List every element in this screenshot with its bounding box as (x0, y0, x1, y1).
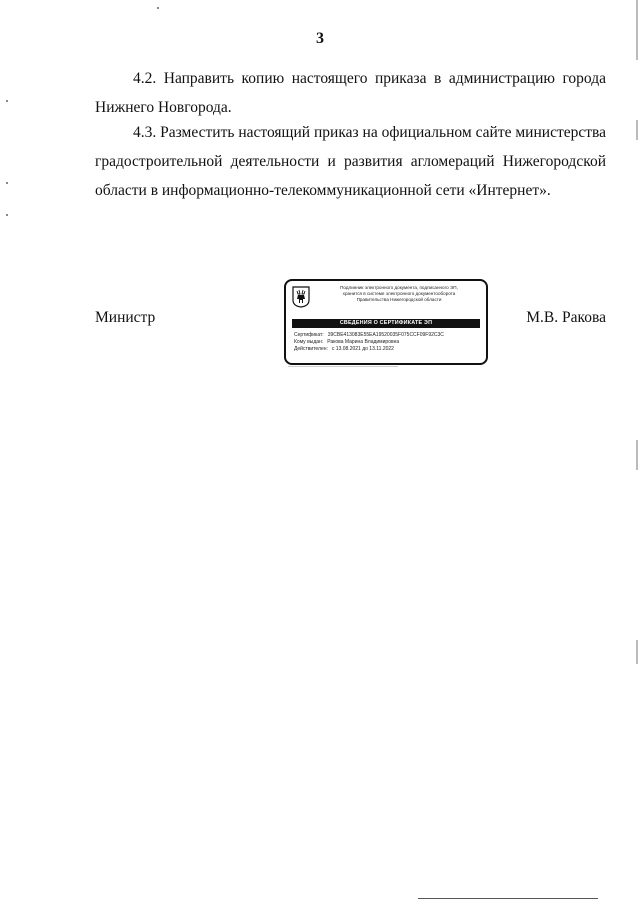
validity-label: Действителен: (294, 346, 328, 352)
scan-mark (6, 100, 8, 102)
issued-to-value: Ракова Марина Владимировна (327, 339, 400, 345)
stamp-header-line: Подлинник электронного документа, подписанного ЭП, (340, 285, 458, 290)
footer-rule (418, 898, 598, 899)
stamp-underline (288, 366, 398, 367)
scan-mark (157, 7, 159, 9)
scan-mark (636, 0, 638, 60)
scan-mark (636, 120, 638, 140)
certificate-info-bar: СВЕДЕНИЯ О СЕРТИФИКАТЕ ЭП (292, 319, 480, 328)
certificate-label: Сертификат: (294, 332, 324, 338)
validity-value: с 13.08.2021 до 13.11.2022 (331, 346, 394, 352)
stamp-header (314, 285, 484, 303)
certificate-details (294, 332, 484, 353)
certificate-row (294, 332, 484, 339)
signer-name: М.В. Ракова (526, 309, 606, 326)
validity-row (294, 346, 484, 353)
scan-mark (636, 440, 638, 470)
page-number: 3 (316, 30, 324, 47)
stamp-header-line: хранится в системе электронного документооборота (342, 291, 456, 296)
paragraph-4-2: 4.2. Направить копию настоящего приказа в администрацию города Нижнего Новгорода. (95, 70, 606, 116)
paragraph-4-3: 4.3. Разместить настоящий приказ на официальном сайте министерства градостроительной деятельности и развития агломераций Нижегородской области в информационно-телекоммуникационной сети «Интернет». (95, 124, 606, 199)
signer-title: Министр (95, 309, 156, 326)
scan-mark (636, 640, 638, 664)
scan-mark (6, 182, 8, 184)
deer-emblem-icon (292, 286, 310, 308)
certificate-value: 39CBE413083E55EA19520035F075CCF09F92C3C (327, 332, 444, 338)
issued-to-row (294, 339, 484, 346)
stamp-header-line: Правительства Нижегородской области (356, 297, 442, 302)
electronic-signature-stamp (284, 279, 488, 365)
issued-to-label: Кому выдан: (294, 339, 324, 345)
scan-mark (6, 214, 8, 216)
